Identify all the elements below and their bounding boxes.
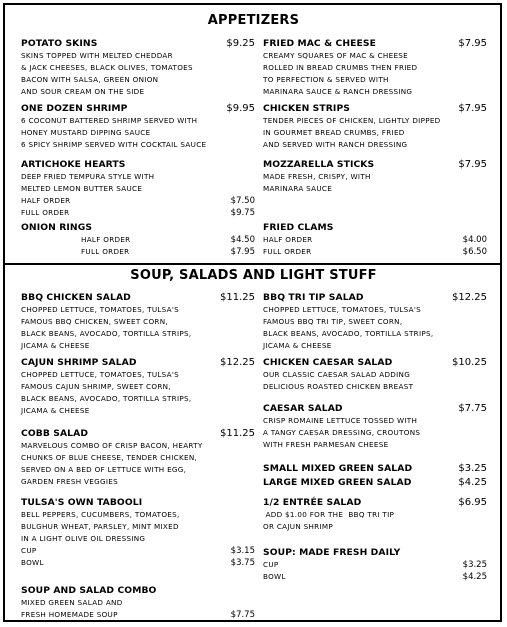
item-price: $12.25 (220, 357, 255, 368)
size-row (21, 545, 255, 557)
item-desc-line: FAMOUS CAJUN SHRIMP, SWEET CORN, (21, 382, 171, 392)
item-desc-line: ROLLED IN BREAD CRUMBS THEN FRIED (263, 63, 418, 73)
menu-item-onion-rings (21, 222, 255, 258)
item-desc-line: TO PERFECTION & SERVED WITH (263, 75, 389, 85)
item-desc-line: IN GOURMET BREAD CRUMBS, FRIED (263, 128, 405, 138)
item-name: COBB SALAD (21, 428, 89, 439)
appetizers-heading: APPETIZERS (207, 13, 300, 28)
size-label: HALF ORDER (21, 196, 71, 206)
item-name: BBQ TRI TIP SALAD (263, 292, 364, 303)
size-row (21, 234, 255, 246)
item-price: $7.95 (458, 103, 487, 114)
item-desc-line: GARDEN FRESH VEGGIES (21, 477, 118, 487)
item-price: $7.95 (458, 159, 487, 170)
item-name: CHICKEN CAESAR SALAD (263, 357, 393, 368)
item-name: CAJUN SHRIMP SALAD (21, 357, 137, 368)
item-name: SOUP AND SALAD COMBO (21, 585, 157, 596)
item-desc-line: MADE FRESH, CRISPY, WITH (263, 172, 371, 181)
item-name: FRIED CLAMS (263, 222, 334, 233)
item-price: $7.75 (458, 403, 487, 414)
size-label: CUP (263, 560, 279, 569)
item-desc-line: MIXED GREEN SALAD AND (21, 598, 123, 607)
size-price: $4.50 (230, 235, 255, 245)
size-row (263, 234, 487, 246)
item-desc-line: AND SERVED WITH RANCH DRESSING (263, 140, 408, 150)
menu-item-large-mixed-green-salad (263, 477, 487, 489)
size-price: $9.75 (230, 208, 255, 219)
menu-item-one-dozen-shrimp (21, 103, 255, 151)
item-name: ARTICHOKE HEARTS (21, 159, 126, 170)
section-divider (5, 263, 500, 265)
item-desc-line: AND SOUR CREAM ON THE SIDE (21, 87, 145, 97)
size-label: BOWL (263, 572, 286, 582)
item-desc-line: CRISP ROMAINE LETTUCE TOSSED WITH (263, 416, 418, 425)
size-row (21, 195, 255, 207)
item-price: $6.95 (458, 497, 487, 508)
item-desc-line: BLACK BEANS, AVOCADO, TORTILLA STRIPS, (21, 329, 192, 339)
item-desc-line: FAMOUS BBQ CHICKEN, SWEET CORN, (21, 317, 168, 327)
item-desc-line: CHOPPED LETTUCE, TOMATOES, TULSA'S (263, 305, 422, 314)
item-price: $3.25 (458, 463, 487, 474)
item-desc-line: TENDER PIECES OF CHICKEN, LIGHTLY DIPPED (263, 116, 441, 125)
item-desc-line: HONEY MUSTARD DIPPING SAUCE (21, 128, 151, 138)
menu-item-fried-mac-cheese (263, 38, 487, 98)
item-desc-line: MELTED LEMON BUTTER SAUCE (21, 184, 143, 194)
menu-item-artichoke-hearts (21, 159, 255, 220)
item-price: $4.25 (458, 477, 487, 488)
size-label: FULL ORDER (21, 208, 70, 218)
item-name: BBQ CHICKEN SALAD (21, 292, 131, 303)
item-price: $10.25 (452, 357, 487, 368)
item-desc-line: 6 SPICY SHRIMP SERVED WITH COCKTAIL SAUCE (21, 140, 207, 150)
menu-item-soup-and-salad-combo (21, 585, 255, 621)
size-label: CUP (21, 546, 37, 556)
item-price: $11.25 (220, 292, 255, 303)
size-price: $6.50 (462, 247, 487, 258)
item-desc-line: MARVELOUS COMBO OF CRISP BACON, HEARTY (21, 441, 203, 450)
item-desc-line: JICAMA & CHEESE (21, 406, 90, 416)
size-price: $7.95 (230, 247, 255, 258)
size-price: $4.25 (462, 572, 487, 583)
size-label: FULL ORDER (263, 247, 312, 257)
menu-item-cobb-salad (21, 428, 255, 488)
item-desc-line: ADD $1.00 FOR THE BBQ TRI TIP (263, 510, 395, 519)
item-desc-line: FAMOUS BBQ TRI TIP, SWEET CORN, (263, 317, 403, 327)
item-desc-line: BULGHUR WHEAT, PARSLEY, MINT MIXED (21, 522, 179, 532)
item-name: POTATO SKINS (21, 38, 98, 49)
menu-item-potato-skins (21, 38, 255, 98)
size-price: $3.25 (462, 560, 487, 570)
item-name: ONION RINGS (21, 222, 93, 233)
size-label: BOWL (21, 558, 44, 568)
size-price: $4.00 (462, 235, 487, 245)
item-desc-line: BLACK BEANS, AVOCADO, TORTILLA STRIPS, (263, 329, 434, 339)
item-price: $12.25 (452, 292, 487, 303)
size-price: $3.75 (230, 558, 255, 569)
item-name: SOUP: MADE FRESH DAILY (263, 547, 401, 558)
item-desc-line: A TANGY CAESAR DRESSING, CROUTONS (263, 428, 421, 438)
item-price: $9.95 (226, 103, 255, 114)
item-desc-line: DEEP FRIED TEMPURA STYLE WITH (21, 172, 155, 181)
size-label: HALF ORDER (81, 235, 131, 244)
item-desc-line: JICAMA & CHEESE (263, 341, 332, 351)
item-name: 1/2 ENTRÉE SALAD (263, 497, 362, 508)
menu-item-soup-made-fresh-daily (263, 547, 487, 583)
size-label: FULL ORDER (81, 247, 130, 257)
size-row (263, 559, 487, 571)
soups-salads-heading: SOUP, SALADS AND LIGHT STUFF (130, 268, 377, 283)
item-desc-line: MARINARA SAUCE (263, 184, 333, 194)
size-row (21, 246, 255, 258)
size-price: $7.75 (230, 610, 255, 621)
menu-item-tulsas-own-tabooli (21, 497, 255, 570)
item-desc-line: DELICIOUS ROASTED CHICKEN BREAST (263, 382, 414, 392)
item-price: $7.95 (458, 38, 487, 49)
size-price: $3.15 (230, 546, 255, 557)
size-row (21, 557, 255, 569)
item-desc-line: WITH FRESH PARMESAN CHEESE (263, 440, 389, 450)
size-row (21, 207, 255, 219)
item-desc-line: CREAMY SQUARES OF MAC & CHEESE (263, 51, 408, 60)
menu-item-bbq-tri-tip-salad (263, 292, 487, 352)
item-desc-line: OUR CLASSIC CAESAR SALAD ADDING (263, 370, 411, 379)
item-desc-line: BLACK BEANS, AVOCADO, TORTILLA STRIPS, (21, 394, 192, 404)
menu-item-chicken-strips (263, 103, 487, 151)
item-desc-line: & JACK CHEESES, BLACK OLIVES, TOMATOES (21, 63, 193, 73)
item-name: FRIED MAC & CHEESE (263, 38, 376, 49)
item-desc-line: BELL PEPPERS, CUCUMBERS, TOMATOES, (21, 510, 180, 519)
item-desc-line: CHUNKS OF BLUE CHEESE, TENDER CHICKEN, (21, 453, 198, 463)
item-desc-line: IN A LIGHT OLIVE OIL DRESSING (21, 534, 146, 544)
menu-item-cajun-shrimp-salad (21, 357, 255, 417)
item-desc-line: SERVED ON A BED OF LETTUCE WITH EGG, (21, 465, 187, 475)
menu-item-fried-clams (263, 222, 487, 258)
item-price: $9.25 (226, 38, 255, 49)
item-desc-line: CHOPPED LETTUCE, TOMATOES, TULSA'S (21, 305, 180, 314)
size-label: FRESH HOMEMADE SOUP (21, 610, 118, 620)
item-name: CAESAR SALAD (263, 403, 343, 414)
item-name: MOZZARELLA STICKS (263, 159, 375, 170)
item-desc-line: JICAMA & CHEESE (21, 341, 90, 351)
item-desc-line: CHOPPED LETTUCE, TOMATOES, TULSA'S (21, 370, 180, 379)
size-row (263, 571, 487, 583)
item-name: SMALL MIXED GREEN SALAD (263, 463, 413, 474)
size-row (263, 246, 487, 258)
item-desc-line: MARINARA SAUCE & RANCH DRESSING (263, 87, 413, 97)
menu-item-mozzarella-sticks (263, 159, 487, 195)
size-label: HALF ORDER (263, 235, 313, 244)
size-price: $7.50 (230, 196, 255, 207)
item-name: CHICKEN STRIPS (263, 103, 351, 114)
size-row (21, 609, 255, 621)
item-price: $11.25 (220, 428, 255, 439)
item-desc-line: SKINS TOPPED WITH MELTED CHEDDAR (21, 51, 173, 60)
item-name: ONE DOZEN SHRIMP (21, 103, 128, 114)
item-name: TULSA'S OWN TABOOLI (21, 497, 143, 508)
menu-item-caesar-salad (263, 403, 487, 451)
item-desc-line: OR CAJUN SHRIMP (263, 522, 334, 532)
item-desc-line: BACON WITH SALSA, GREEN ONION (21, 75, 159, 85)
menu-item-half-entree-salad (263, 497, 487, 533)
menu-item-chicken-caesar-salad (263, 357, 487, 393)
menu-item-bbq-chicken-salad (21, 292, 255, 352)
item-desc-line: 6 COCONUT BATTERED SHRIMP SERVED WITH (21, 116, 198, 125)
item-name: LARGE MIXED GREEN SALAD (263, 477, 412, 488)
menu-item-small-mixed-green-salad (263, 463, 487, 475)
